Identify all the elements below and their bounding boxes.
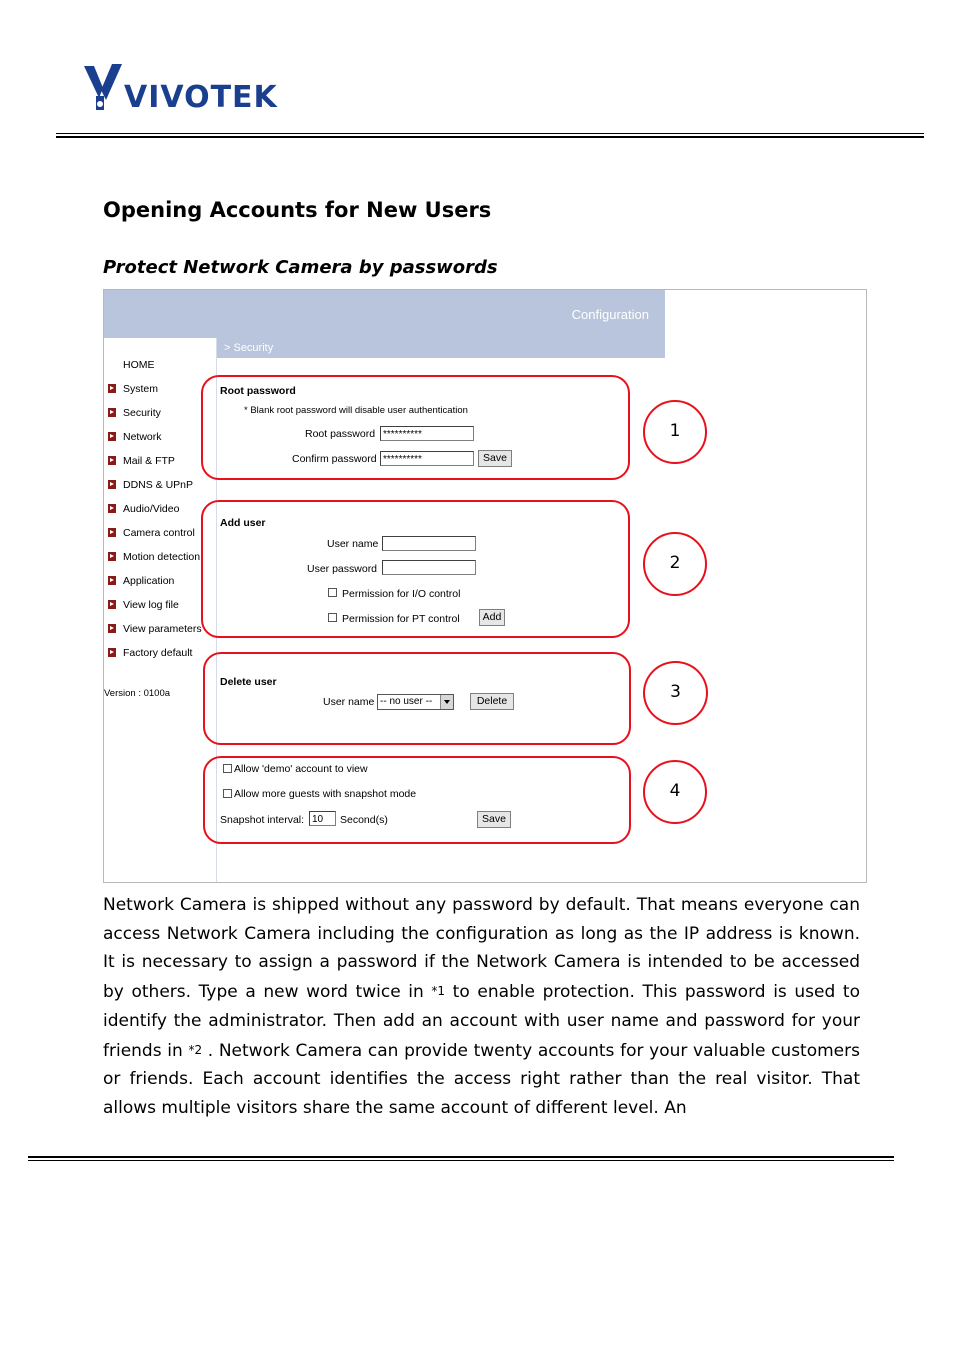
- nav-item-system[interactable]: System: [108, 380, 158, 398]
- add-user-button[interactable]: Add: [479, 609, 505, 626]
- root-password-heading: Root password: [220, 385, 296, 397]
- nav-item-camera-control[interactable]: Camera control: [108, 524, 195, 542]
- permission-io-label: Permission for I/O control: [342, 588, 461, 600]
- arrow-bullet-icon: [108, 624, 116, 633]
- delete-user-select-value: -- no user --: [380, 696, 433, 707]
- callout-ring-add-user: [201, 500, 630, 638]
- permission-pt-label: Permission for PT control: [342, 613, 460, 625]
- confirm-password-input[interactable]: **********: [380, 451, 474, 466]
- config-header: [104, 290, 665, 338]
- header-rule-bottom: [56, 136, 924, 138]
- arrow-bullet-icon: [108, 480, 116, 489]
- nav-item-view-log-file[interactable]: View log file: [108, 596, 179, 614]
- footnote-ref-2: *2: [188, 1042, 203, 1057]
- body-paragraph: Network Camera is shipped without any password by default. That means everyone can access Network Camera including the configuration as long as the IP address is known. It is necessary to assign a password if the Network Camera is intended to be accessed by others. Type a new word twice in *1 to enable protection. This password is used to identify the administrator. Then add an account with user name and password for your friends in *2 . Network Camera can provide twenty accounts for your valuable customers or friends. Each account identifies the access right rather than the real visitor. That allows multiple visitors share the same account of different level. An: [103, 895, 860, 1118]
- callout-number-3: 3: [643, 661, 708, 725]
- nav-home[interactable]: HOME: [123, 359, 155, 371]
- arrow-bullet-icon: [108, 528, 116, 537]
- arrow-bullet-icon: [108, 552, 116, 561]
- arrow-bullet-icon: [108, 384, 116, 393]
- callout-number-2: 2: [643, 532, 707, 596]
- header-rule-top: [56, 133, 924, 134]
- svg-text:VIVOTEK: VIVOTEK: [124, 80, 278, 115]
- nav-item-network[interactable]: Network: [108, 428, 162, 446]
- callout-ring-delete-user: [203, 652, 631, 745]
- nav-item-audio-video[interactable]: Audio/Video: [108, 500, 179, 518]
- save-root-password-button[interactable]: Save: [478, 450, 512, 467]
- nav-item-motion-detection[interactable]: Motion detection: [108, 548, 200, 566]
- save-guest-settings-button[interactable]: Save: [477, 811, 511, 828]
- callout-number-4: 4: [643, 760, 707, 824]
- callout-number-1: 1: [643, 400, 707, 464]
- allow-snapshot-label: Allow more guests with snapshot mode: [234, 788, 417, 800]
- confirm-password-label: Confirm password: [292, 453, 377, 465]
- snapshot-interval-unit: Second(s): [340, 814, 388, 826]
- nav-item-security[interactable]: Security: [108, 404, 161, 422]
- arrow-bullet-icon: [108, 576, 116, 585]
- footer-rule-bottom: [28, 1160, 894, 1161]
- nav-item-factory-default[interactable]: Factory default: [108, 644, 192, 662]
- footnote-ref-1: *1: [431, 984, 446, 999]
- delete-user-button[interactable]: Delete: [470, 693, 514, 710]
- footer-rule-top: [28, 1156, 894, 1158]
- arrow-bullet-icon: [108, 600, 116, 609]
- config-header-title: Configuration: [571, 307, 649, 322]
- logo-graphic: [84, 60, 294, 116]
- nav-item-view-parameters[interactable]: View parameters: [108, 620, 202, 638]
- delete-user-heading: Delete user: [220, 676, 277, 688]
- firmware-version: Version : 0100a: [104, 688, 171, 699]
- security-config-screenshot: [103, 289, 867, 883]
- callout-ring-root-password: [201, 375, 630, 480]
- nav-item-application[interactable]: Application: [108, 572, 174, 590]
- delete-user-name-label: User name: [323, 696, 375, 708]
- section-subtitle: Protect Network Camera by passwords: [103, 257, 498, 278]
- root-password-label: Root password: [305, 428, 376, 440]
- root-password-input[interactable]: **********: [380, 426, 474, 441]
- nav-item-mail-ftp[interactable]: Mail & FTP: [108, 452, 175, 470]
- add-user-name-label: User name: [327, 538, 379, 550]
- page-title: Opening Accounts for New Users: [103, 198, 492, 222]
- snapshot-interval-label: Snapshot interval:: [220, 814, 305, 826]
- arrow-bullet-icon: [108, 504, 116, 513]
- snapshot-interval-input[interactable]: 10: [309, 811, 336, 826]
- arrow-bullet-icon: [108, 456, 116, 465]
- arrow-bullet-icon: [108, 648, 116, 657]
- vivotek-logo: [84, 60, 294, 116]
- add-user-password-label: User password: [307, 563, 378, 575]
- nav-item-ddns-upnp[interactable]: DDNS & UPnP: [108, 476, 193, 494]
- callout-ring-guest-options: [203, 756, 631, 844]
- breadcrumb: > Security: [217, 338, 665, 358]
- add-user-heading: Add user: [220, 517, 266, 529]
- arrow-bullet-icon: [108, 408, 116, 417]
- arrow-bullet-icon: [108, 432, 116, 441]
- root-password-note: * Blank root password will disable user authentication: [244, 405, 468, 416]
- allow-demo-label: Allow 'demo' account to view: [234, 763, 368, 775]
